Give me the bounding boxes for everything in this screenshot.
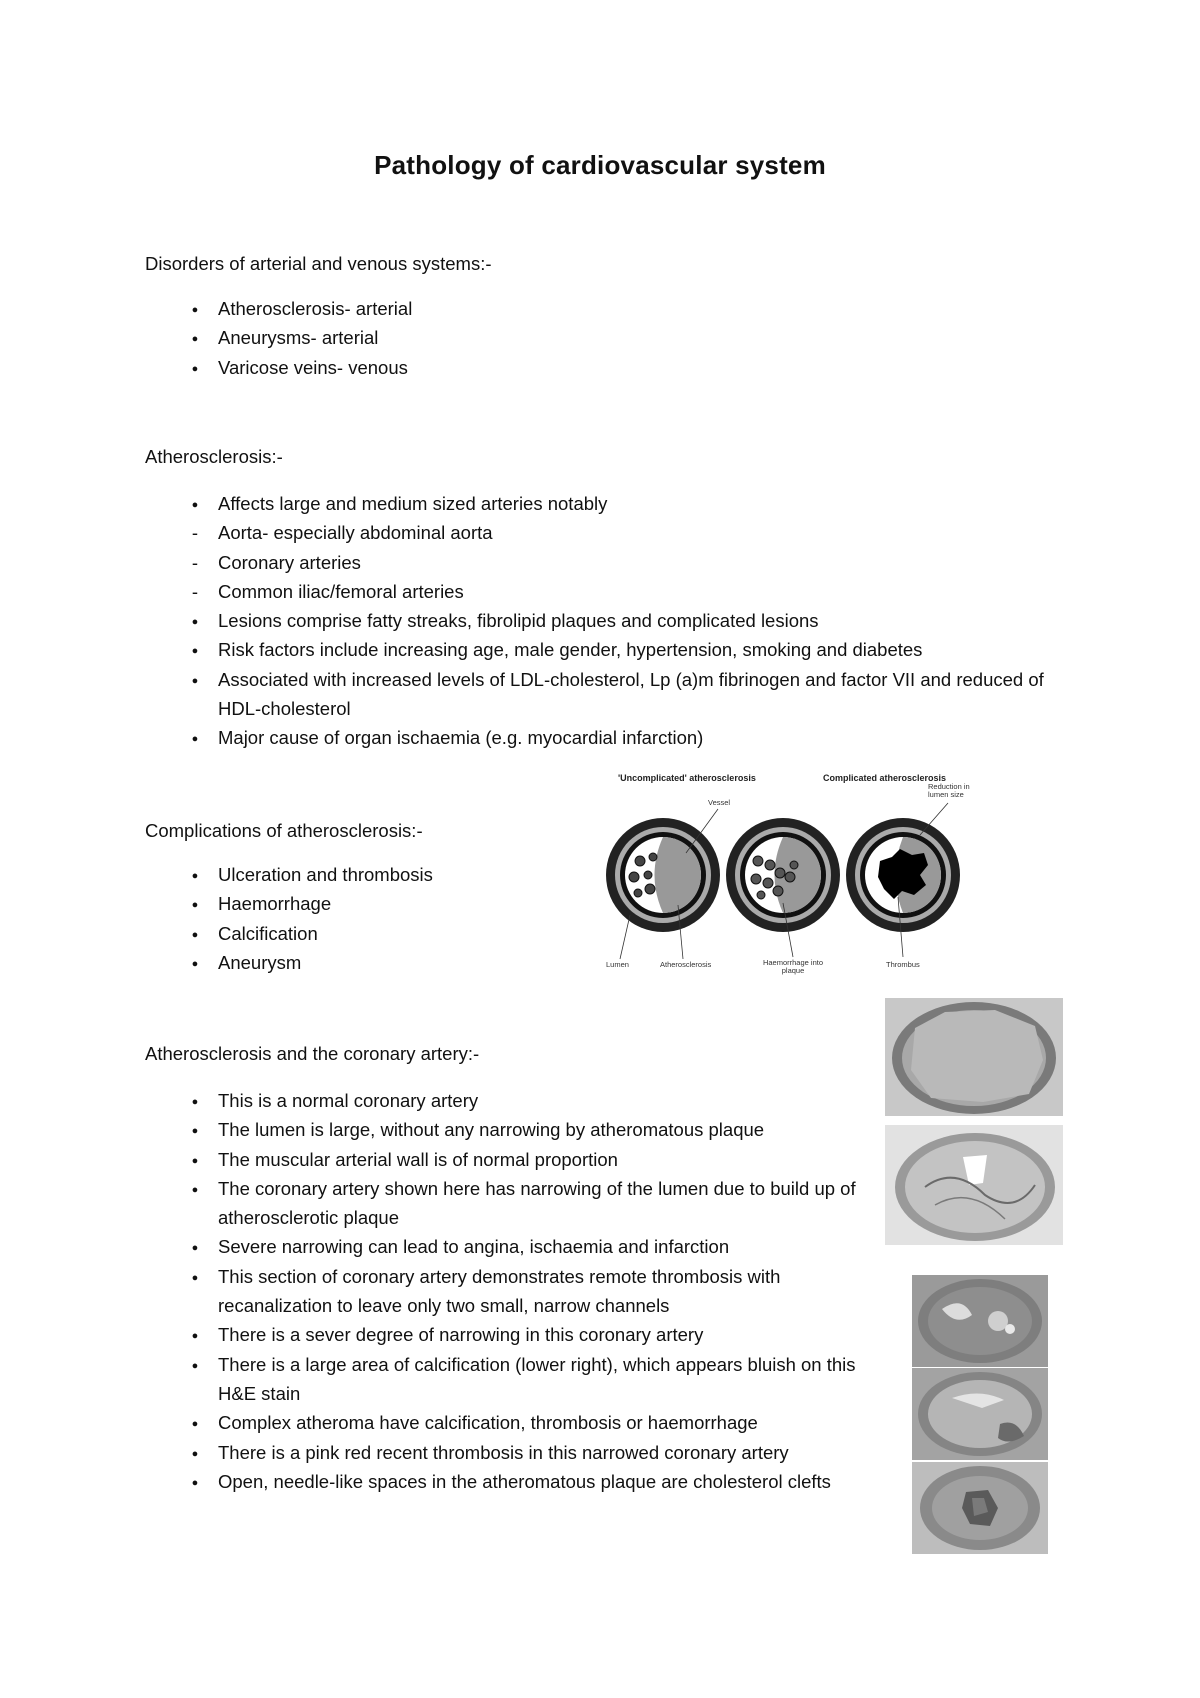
- uncomplicated-title: 'Uncomplicated' atherosclerosis: [618, 773, 756, 783]
- vessel-thrombus: [846, 818, 960, 932]
- label-haemorrhage: Haemorrhage into plaque: [762, 959, 824, 975]
- page-title: Pathology of cardiovascular system: [374, 150, 826, 180]
- list-item: ● Aneurysms- arterial: [145, 323, 412, 352]
- micrograph-narrowed-artery: [885, 1125, 1063, 1245]
- list-item: ● There is a large area of calcification (lower right), which appears bluish on this H&E stain: [145, 1350, 890, 1409]
- coronary-heading: Atherosclerosis and the coronary artery:-: [145, 1043, 480, 1064]
- list-item: ● Severe narrowing can lead to angina, ischaemia and infarction: [145, 1232, 890, 1261]
- label-vessel: Vessel: [708, 798, 731, 807]
- micrograph-recanalized-artery: [912, 1275, 1048, 1367]
- label-lumen: Lumen: [606, 960, 629, 969]
- label-thrombus: Thrombus: [886, 960, 920, 969]
- atherosclerosis-list: [145, 489, 1045, 753]
- complicated-title: Complicated atherosclerosis: [823, 773, 947, 783]
- list-item: ● This section of coronary artery demonstrates remote thrombosis with recanalization to leave only two small, narrow channels: [145, 1262, 890, 1321]
- list-item: ● Haemorrhage: [145, 889, 433, 918]
- complications-list: [145, 860, 433, 977]
- list-item: ● Complex atheroma have calcification, thrombosis or haemorrhage: [145, 1408, 890, 1437]
- label-atherosclerosis: Atherosclerosis: [660, 960, 712, 969]
- atherosclerosis-heading: Atherosclerosis:-: [145, 446, 283, 467]
- list-item: ● Varicose veins- venous: [145, 353, 412, 382]
- disorders-list: [145, 294, 412, 382]
- list-item: ● Affects large and medium sized arteries notably: [145, 489, 1045, 518]
- micrograph-calcified-artery: [912, 1368, 1048, 1460]
- micrograph-thrombosed-artery: [912, 1462, 1048, 1554]
- list-item: ● There is a pink red recent thrombosis in this narrowed coronary artery: [145, 1438, 890, 1467]
- list-item: ● Aneurysm: [145, 948, 433, 977]
- vessel-uncomplicated: [606, 818, 720, 932]
- atherosclerosis-diagram: [598, 765, 978, 980]
- list-item: ● The coronary artery shown here has narrowing of the lumen due to build up of atherosclerotic plaque: [145, 1174, 890, 1233]
- list-item: - Common iliac/femoral arteries: [145, 577, 1045, 606]
- complications-heading: Complications of atherosclerosis:-: [145, 820, 423, 841]
- list-item: ● Major cause of organ ischaemia (e.g. myocardial infarction): [145, 723, 1045, 752]
- list-item: ● Risk factors include increasing age, male gender, hypertension, smoking and diabetes: [145, 635, 1045, 664]
- list-item: ● Associated with increased levels of LDL-cholesterol, Lp (a)m fibrinogen and factor VII and reduced of HDL-cholesterol: [145, 665, 1045, 724]
- list-item: ● Open, needle-like spaces in the atheromatous plaque are cholesterol clefts: [145, 1467, 890, 1496]
- list-item: ● The muscular arterial wall is of normal proportion: [145, 1145, 890, 1174]
- list-item: ● Atherosclerosis- arterial: [145, 294, 412, 323]
- coronary-list: [145, 1086, 890, 1496]
- list-item: ● Calcification: [145, 919, 433, 948]
- list-item: - Coronary arteries: [145, 548, 1045, 577]
- list-item: ● There is a sever degree of narrowing in this coronary artery: [145, 1320, 890, 1349]
- list-item: - Aorta- especially abdominal aorta: [145, 518, 1045, 547]
- micrograph-normal-artery: [885, 998, 1063, 1116]
- list-item: ● This is a normal coronary artery: [145, 1086, 890, 1115]
- list-item: ● Lesions comprise fatty streaks, fibrolipid plaques and complicated lesions: [145, 606, 1045, 635]
- disorders-heading: Disorders of arterial and venous systems:-: [145, 253, 492, 274]
- label-reduction: Reduction in lumen size: [928, 783, 970, 799]
- list-item: ● Ulceration and thrombosis: [145, 860, 433, 889]
- list-item: ● The lumen is large, without any narrowing by atheromatous plaque: [145, 1115, 890, 1144]
- vessel-haemorrhage: [726, 818, 840, 932]
